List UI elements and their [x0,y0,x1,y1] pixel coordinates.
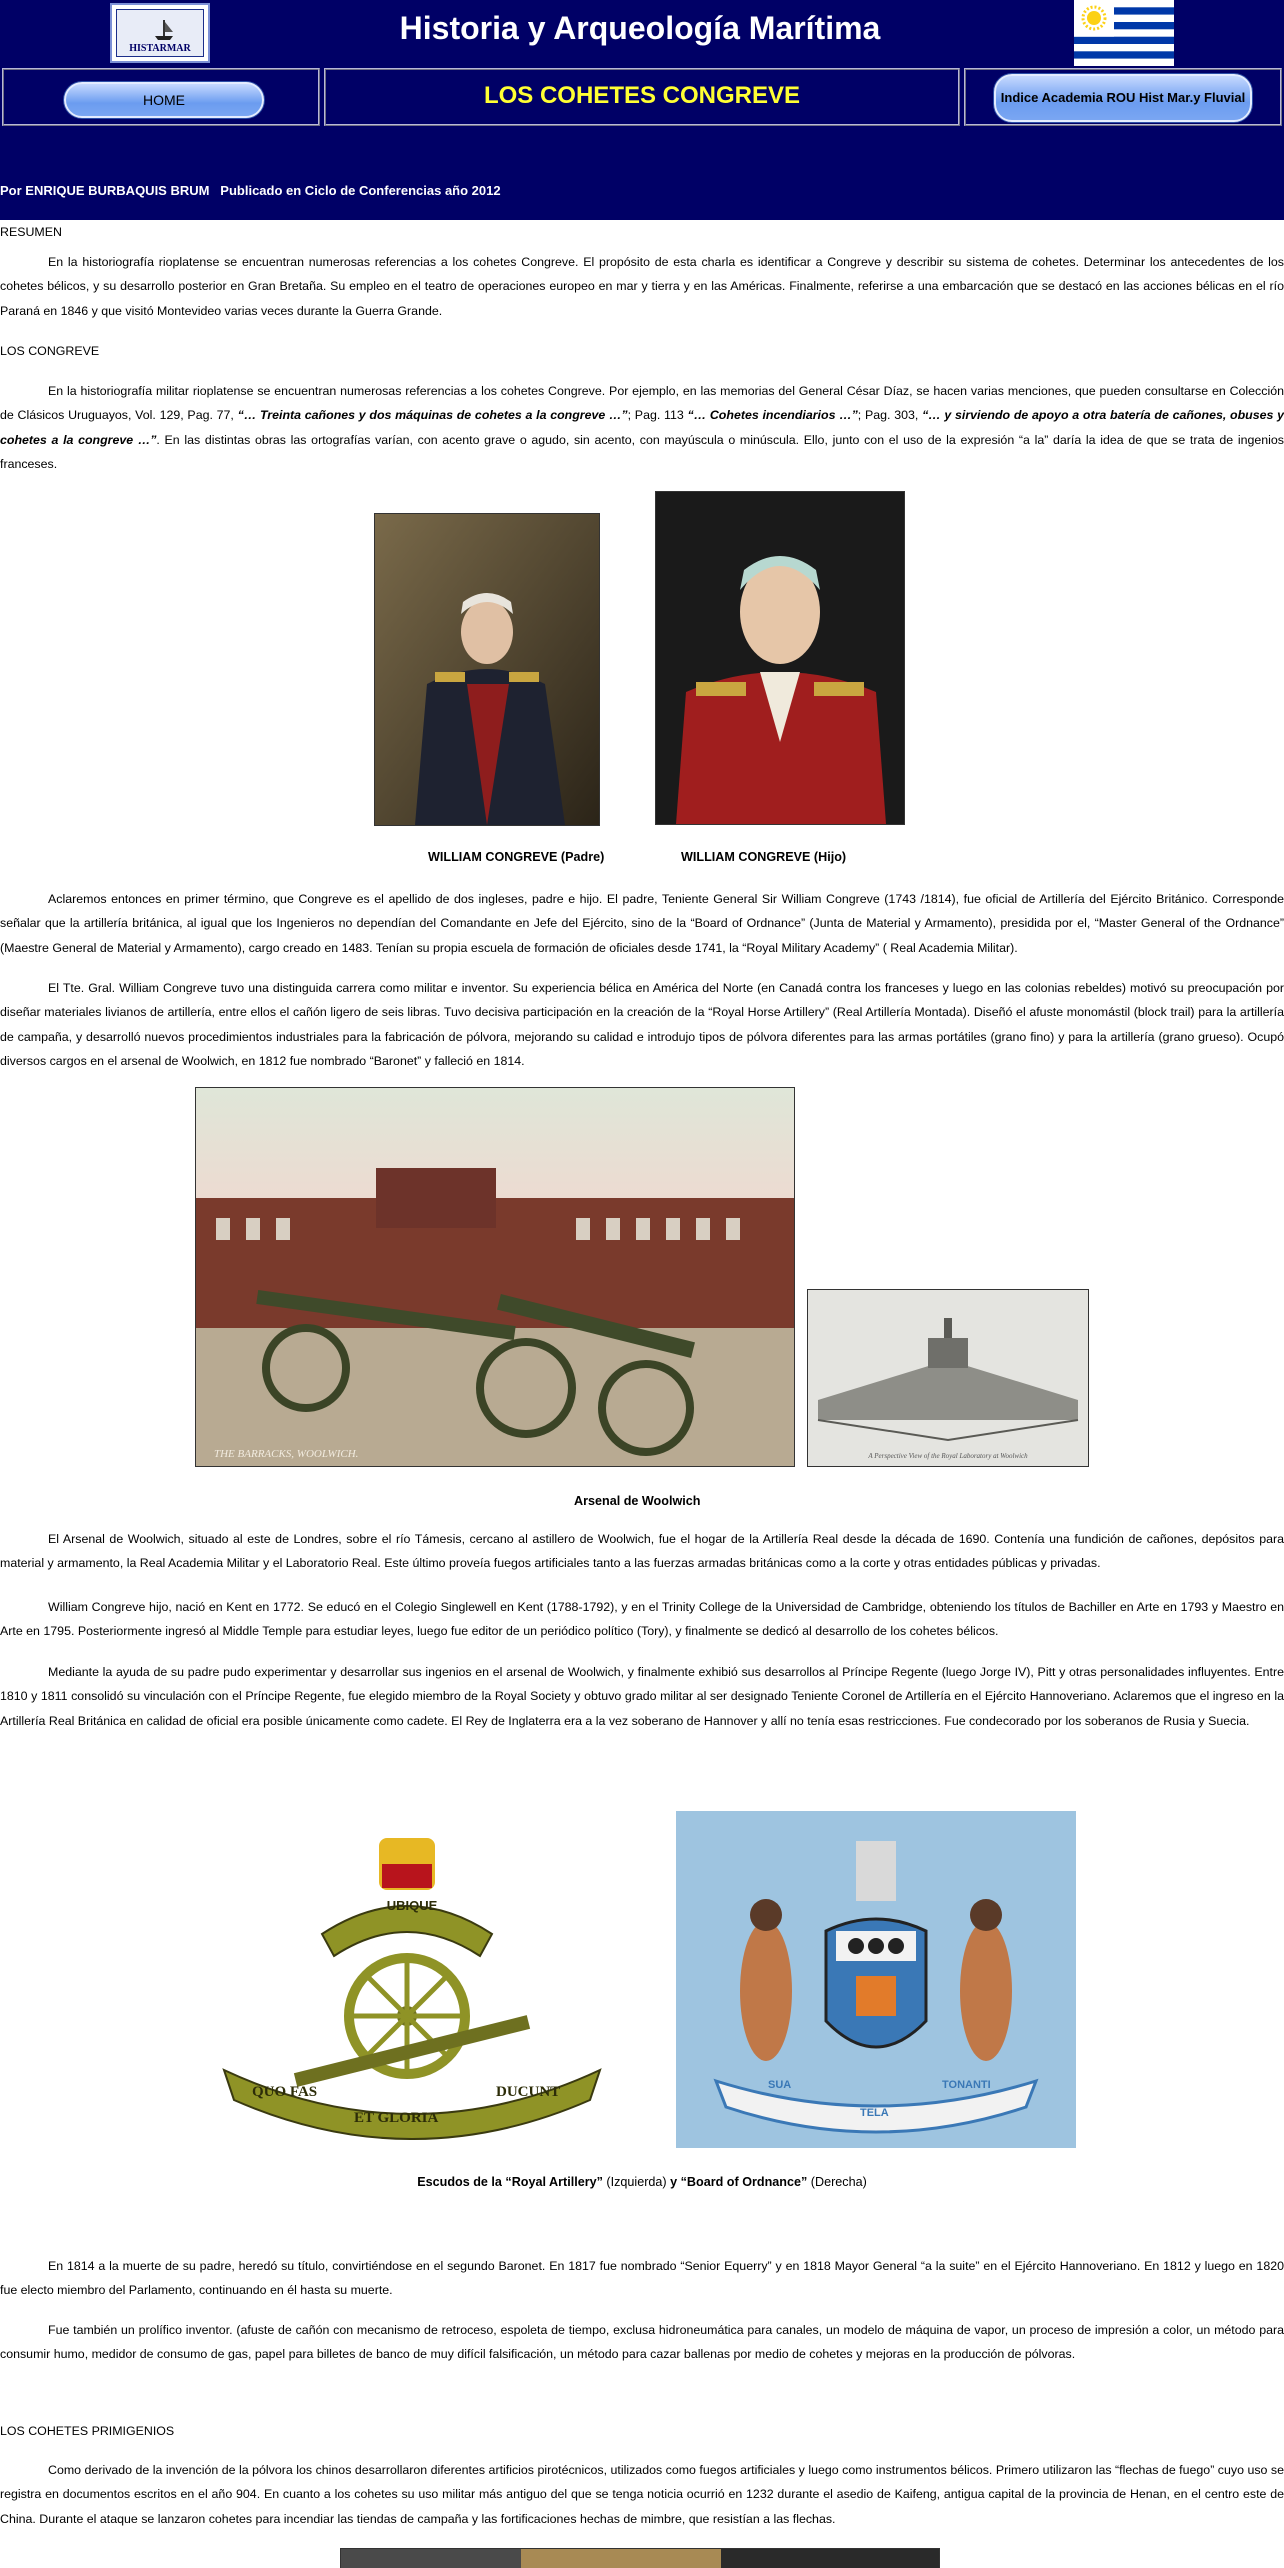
page-title: LOS COHETES CONGREVE [483,82,801,109]
ordnance-art [676,1811,1076,2148]
portrait-congreve-hijo [655,491,905,825]
text-fragment: ; Pag. 113 [627,408,688,423]
author-line: Por ENRIQUE BURBAQUIS BRUM Publicado en Ciclo de Conferencias año 2012 [0,183,501,198]
nav-cell-home [2,68,320,126]
top-banner [0,0,1284,66]
paragraph-resumen: En la historiografía rioplatense se encuentran numerosas referencias a los cohetes Congreve. El propósito de esta charla es identificar a Congreve y describir su sistema de cohetes. Determinar los antecedentes de los cohetes bélicos, y su desarrollo posterior en Gran Bretaña. Su empleo en el teatro de operaciones europeo en mar y tierra y en las Américas. Finalmente, referirse a una embarcación que se destacó en las acciones bélicas en el río Paraná en 1846 y que visitó Montevideo varias veces durante la Guerra Grande. [0,255,1284,318]
barracks-woolwich-image [195,1087,795,1467]
paragraph-primigenios: Como derivado de la invención de la pólvora los chinos desarrollaron diferentes artificios pirotécnicos, utilizados como fuegos artificiales y luego como instrumentos bélicos. Primero utilizaron las “flechas de fuego” cuyo uso se registra en documentos escritos en el año 904. En cuanto a los cohetes su uso militar más antiguo del que se tenga noticia ocurrió en 1232 durante el asedio de Kaifeng, antigua capital de la provincia de Henan, en el centro este de China. Durante el ataque se lanzaron cohetes para incendiar las tiendas de campaña y las fortificaciones hechas de mimbre, que resistían a las flechas. [0,2463,1284,2526]
next-image-art [341,2549,939,2568]
caption-escudos-part: (Izquierda) [602,2175,671,2189]
paragraph-references [0,379,1284,476]
royal-artillery-badge [222,1838,602,2140]
home-button[interactable]: HOME [64,82,264,118]
section-heading-congreve: LOS CONGREVE [0,344,100,358]
indice-button[interactable]: Indice Academia ROU Hist Mar.y Fluvial [994,74,1252,122]
motto-left-text: QUO FAS [252,2084,318,2100]
text-fragment: ; Pag. 303, [857,408,923,423]
laboratory-art [808,1290,1088,1466]
section-heading-primigenios: LOS COHETES PRIMIGENIOS [0,2424,175,2438]
next-image-partial [340,2548,940,2568]
caption-escudos [0,2175,1284,2189]
portrait-congreve-padre [374,513,600,826]
ordnance-sua-text: SUA [768,2079,792,2091]
laboratory-caption-text: A Perspective View of the Royal Laboratory at Woolwich [868,1452,1028,1460]
barracks-art [196,1088,794,1466]
paragraph-baronet: En 1814 a la muerte de su padre, heredó su título, convirtiéndose en el segundo Baronet. En 1817 fue nombrado “Senior Equerry” y en 1818 Mayor General “a la suite” en el Ejército Hannoveriano. En 1812 y luego en 1820 fue electo miembro del Parlamento, continuando en él hasta su muerte. [0,2259,1284,2298]
text-fragment: . En las distintas obras las ortografías varían, con acento grave o agudo, sin acento, con mayúscula o minúscula. Ello, junto con el uso de la expresión “a la” daría la idea de que se trata de ingenios franceses. [0,432,1284,471]
nav-cell-indice [964,68,1282,126]
ordnance-tela-text: TELA [860,2107,889,2119]
ordnance-tonanti-text: TONANTI [942,2079,991,2091]
barracks-caption-text: THE BARRACKS, WOOLWICH. [214,1448,359,1460]
quote-1: “… Treinta cañones y dos máquinas de cohetes a la congreve …” [237,408,628,423]
logo-frame [116,9,204,57]
paragraph-hijo-education: William Congreve hijo, nació en Kent en 1772. Se educó en el Colegio Singlewell en Kent (1788-1792), y en el Trinity College de la Universidad de Cambridge, obteniendo los títulos de Bachiller en Arte en 1793 y Maestro en Arte en 1795. Posteriormente ingresó al Middle Temple para estudiar leyes, luego fue editor de un periódico político (Tory), y finalmente se dedicó al desarrollo de los cohetes bélicos. [0,1600,1284,1639]
caption-escudos-part: y “Board of Ordnance” [670,2175,808,2189]
navigation-row [0,66,1284,130]
site-title: Historia y Arqueología Marítima [399,10,881,46]
paragraph-experimentos: Mediante la ayuda de su padre pudo experimentar y desarrollar sus ingenios en el arsenal de Woolwich, y finalmente exhibió sus desarrollos al Príncipe Regente (luego Jorge IV), Pitt y otras personalidades influyentes. Entre 1810 y 1811 consolidó su vinculación con el Príncipe Regente, fue elegido miembro de la Royal Society y obtuvo grado militar al ser designado Teniente Coronel de Artillería en el Ejército Hannoveriano. Aclaremos que el ingreso en la Artillería Real Británica en calidad de oficial era posible únicamente como cadete. El Rey de Inglaterra era a la vez soberano de Hannover y allí no tenía esas restricciones. Fue condecorado por los soberanos de Rusia y Suecia. [0,1665,1284,1728]
ship-icon [153,18,175,42]
ubique-text: UBIQUE [386,1898,438,1913]
motto-mid-text: ET GLORIA [354,2110,439,2126]
royal-laboratory-image [807,1289,1089,1467]
histarmar-logo[interactable] [110,3,210,63]
quote-2: “… Cohetes incendiarios …” [687,408,858,423]
portrait-hijo-art [656,492,904,824]
paragraph-inventor: Fue también un prolífico inventor. (afuste de cañón con mecanismo de retroceso, espoleta de tiempo, exclusa hidroneumática para canales, un modelo de máquina de vapor, un proceso de impresión a color, un método para consumir humo, medidor de consumo de gas, papel para billetes de banco de muy difícil falsificación, un método para cazar ballenas por medio de cohetes y mejoras en la producción de pólvoras. [0,2323,1284,2362]
caption-padre: WILLIAM CONGREVE (Padre) [428,850,605,864]
nav-cell-title [324,68,960,126]
motto-right-text: DUCUNT [496,2084,561,2100]
quote-3: “… y sirviendo de apoyo a otra batería de cañones, obuses y cohetes a la congreve …” [0,408,1284,447]
caption-escudos-part: (Derecha) [807,2175,867,2189]
caption-escudos-part: Escudos de la “Royal Artillery” [417,2175,603,2189]
caption-arsenal: Arsenal de Woolwich [574,1494,701,1508]
paragraph-tte-gral: El Tte. Gral. William Congreve tuvo una distinguida carrera como militar e inventor. Su experiencia bélica en América del Norte (en Canadá contra los franceses y luego en las colonias rebeldes) motivó su preocupación por diseñar materiales livianos de artillería, entre ellos el cañón ligero de seis libras. Tuvo decisiva participación en la creación de la “Royal Horse Artillery” (Real Artillería Montada). Diseñó el afuste monomástil (block trail) para la artillería de campaña, y desarrolló nuevos procedimientos industriales para la fabricación de pólvora, mejorando su calidad e introdujo tipos de pólvora diferentes para las armas portátiles (grano fino) y para la artillería (grano grueso). Ocupó diversos cargos en el arsenal de Woolwich, en 1812 fue nombrado “Baronet” y falleció en 1814. [0,981,1284,1068]
caption-hijo: WILLIAM CONGREVE (Hijo) [681,850,847,864]
paragraph-arsenal: El Arsenal de Woolwich, situado al este de Londres, sobre el río Támesis, cercano al astillero de Woolwich, fue el hogar de la Artillería Real desde la década de 1690. Contenía una fundición de cañones, depósitos para material y armamento, la Real Academia Militar y el Laboratorio Real. Este último proveía fuegos artificiales tanto a las fuerzas armadas británicas como a la corte y otras entidades públicas y privadas. [0,1532,1284,1571]
section-heading-resumen: RESUMEN [0,225,62,239]
text-fragment: En la historiografía militar rioplatense se encuentran numerosas referencias a los cohetes Congreve. Por ejemplo, en las memorias del General César Díaz, se hacen varias menciones, que pueden consultarse en Colección de Clásicos Uruguayos, Vol. 129, Pag. 77, [0,384,1284,423]
portrait-padre-art [375,514,599,825]
uruguay-flag-icon [1074,0,1174,66]
paragraph-padre-hijo: Aclaremos entonces en primer término, que Congreve es el apellido de dos ingleses, padre e hijo. El padre, Teniente General Sir William Congreve (1743 /1814), fue oficial de Artillería del Ejército Británico. Corresponde señalar que la artillería británica, al igual que los Ingenieros no dependían del Comandante en Jefe del Ejército, sino de la “Board of Ordnance” (Junta de Material y Armamento), presidida por el, “Master General of the Ordnance” (Maestre General de Material y Armamento), cargo creado en 1483. Tenían su propia escuela de formación de oficiales desde 1741, la “Royal Military Academy” ( Real Academia Militar). [0,892,1284,955]
author-band [0,130,1284,220]
logo-text: HISTARMAR [129,43,191,54]
board-of-ordnance-arms [676,1811,1076,2148]
